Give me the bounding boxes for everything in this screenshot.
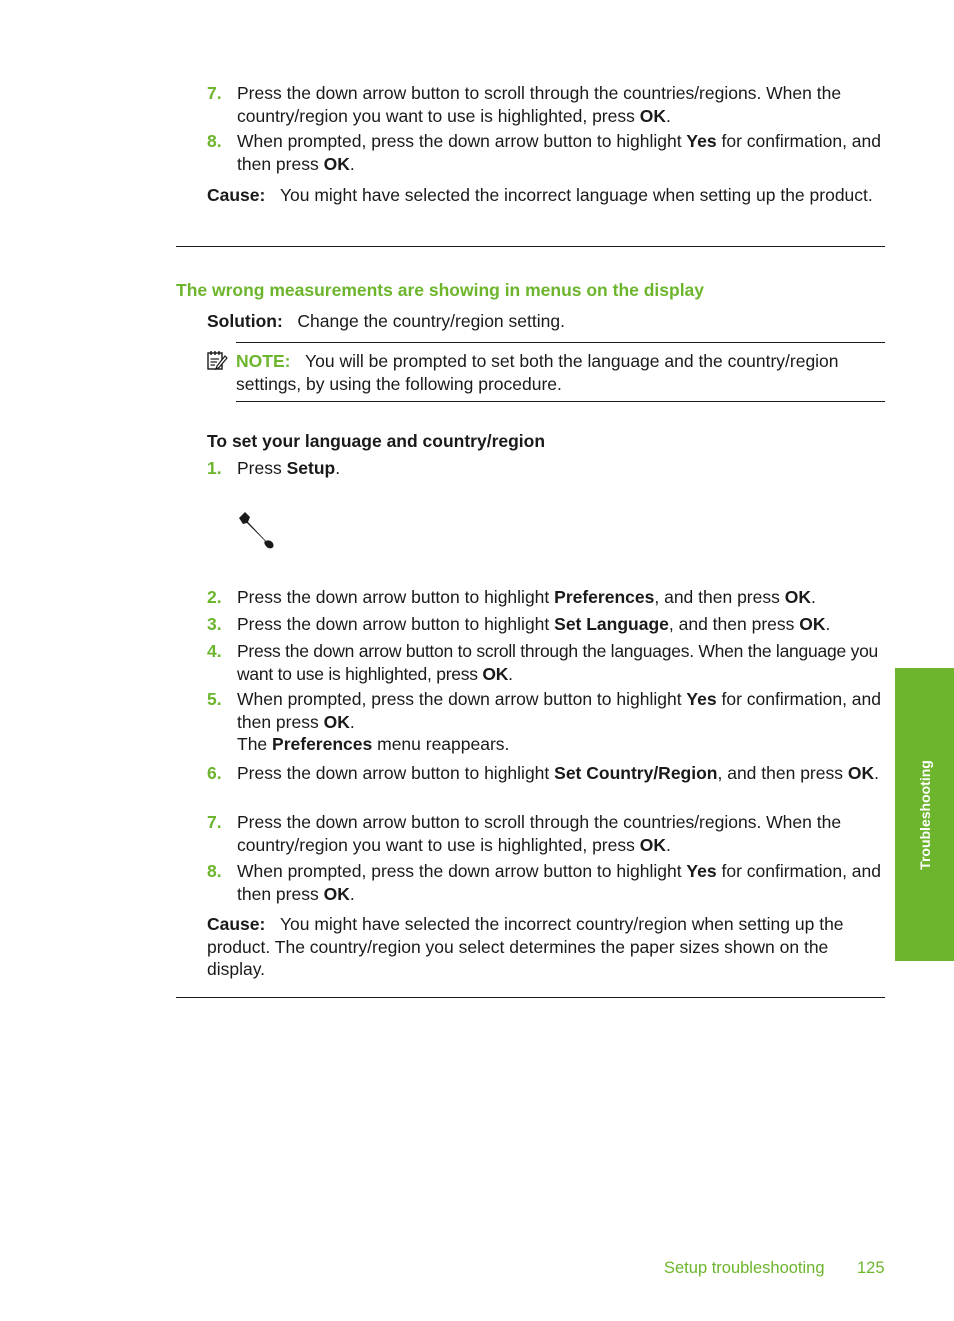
cause-label: Cause:: [207, 185, 266, 205]
step-text: Press the down arrow button to highlight Preferences, and then press OK.: [237, 587, 816, 607]
cause-paragraph: [207, 184, 887, 207]
section-divider: [176, 997, 885, 998]
step-number: 8.: [207, 131, 222, 151]
note-pad-icon: [206, 350, 228, 372]
section-divider: [176, 246, 885, 247]
step-number: 6.: [207, 763, 222, 783]
step-number: 2.: [207, 587, 222, 607]
section-heading: The wrong measurements are showing in menus on the display: [176, 280, 705, 300]
step-number: 8.: [207, 861, 222, 881]
step-text: Press the down arrow button to highlight Set Country/Region, and then press OK.: [237, 763, 879, 783]
cause-paragraph: [207, 913, 887, 981]
footer-section-name: Setup troubleshooting: [664, 1259, 825, 1277]
note-text: You will be prompted to set both the language and the country/region settings, by using the following procedure.: [236, 351, 839, 394]
note-top-rule: [236, 342, 885, 343]
note-label: NOTE:: [236, 351, 291, 371]
note-paragraph: [236, 350, 886, 395]
cause-text: You might have selected the incorrect language when setting up the product.: [279, 185, 873, 205]
cause-text: You might have selected the incorrect country/region when setting up the product. The country/region you select determines the paper sizes shown on the display.: [207, 914, 844, 979]
page-number: 125: [857, 1259, 885, 1277]
step-text: When prompted, press the down arrow button to highlight Yes for confirmation, and then press OK.: [237, 131, 881, 174]
side-tab: [895, 668, 954, 961]
step-text: When prompted, press the down arrow button to highlight Yes for confirmation, and then press OK. The Preferences menu reappears.: [237, 689, 881, 754]
solution-text: Change the country/region setting.: [297, 311, 565, 331]
side-tab-label: Troubleshooting: [916, 759, 933, 870]
wrench-icon: [236, 510, 276, 550]
step-number: 4.: [207, 641, 222, 661]
step-number: 7.: [207, 812, 222, 832]
step-text: Press Setup.: [237, 458, 341, 478]
step-text: Press the down arrow button to highlight Set Language, and then press OK.: [237, 614, 831, 634]
step-text: Press the down arrow button to scroll through the countries/regions. When the country/region you want to use is highlighted, press OK.: [237, 83, 842, 126]
step-number: 1.: [207, 458, 222, 478]
cause-label: Cause:: [207, 914, 266, 934]
step-number: 3.: [207, 614, 222, 634]
step-text: Press the down arrow button to scroll through the countries/regions. When the country/region you want to use is highlighted, press OK.: [237, 812, 842, 855]
step-text: When prompted, press the down arrow button to highlight Yes for confirmation, and then press OK.: [237, 861, 881, 904]
step-number: 5.: [207, 689, 222, 709]
note-bottom-rule: [236, 401, 885, 402]
solution-label: Solution:: [207, 311, 283, 331]
step-number: 7.: [207, 83, 222, 103]
step-text: Press the down arrow button to scroll through the languages. When the language you want to use is highlighted, press OK.: [237, 641, 879, 684]
procedure-title: To set your language and country/region: [207, 431, 546, 451]
solution-paragraph: [207, 310, 887, 333]
